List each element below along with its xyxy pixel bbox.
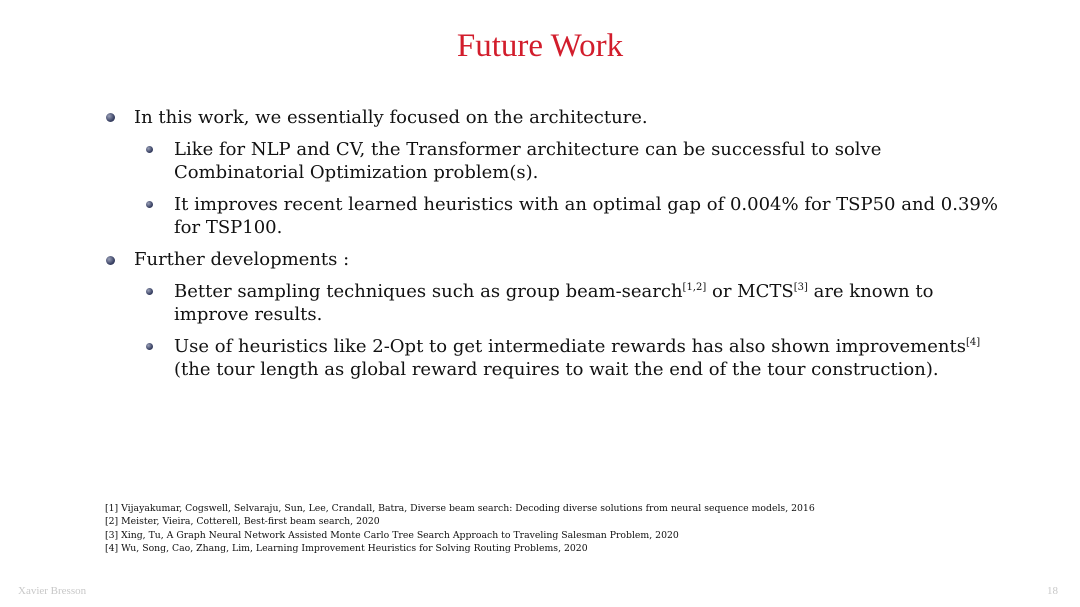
- reference-item: [4] Wu, Song, Cao, Zhang, Lim, Learning Improvement Heuristics for Solving Routing Problems, 2020: [105, 543, 588, 555]
- citation-4: [4]: [965, 337, 981, 348]
- reference-item: [1] Vijayakumar, Cogswell, Selvaraju, Sun, Lee, Crandall, Batra, Diverse beam search: Decoding diverse solutions from neural sequence models, 2016: [105, 503, 815, 514]
- footer-author: Xavier Bresson: [18, 585, 87, 597]
- sub-bullet-icon: [146, 146, 153, 153]
- sub-bullet-icon: [146, 343, 153, 350]
- bullet-2-sub-1-text-c: are known to: [807, 281, 934, 302]
- bullet-2-sub-2-text: Use of heuristics like 2-Opt to get intermediate rewards has also shown improvements: [174, 336, 966, 357]
- reference-item: [3] Xing, Tu, A Graph Neural Network Assisted Monte Carlo Tree Search Approach to Traveling Salesman Problem, 2020: [105, 529, 679, 541]
- sub-bullet-icon: [146, 201, 153, 208]
- citation-1-2: [1,2]: [682, 282, 707, 293]
- bullet-1-sub-1-line-1: Like for NLP and CV, the Transformer architecture can be successful to solve: [174, 139, 882, 160]
- bullet-2-sub-1-line-1: [174, 280, 933, 303]
- bullet-2-sub-1-text-b: or MCTS: [706, 281, 794, 302]
- bullet-2-text: Further developments :: [134, 249, 350, 270]
- bullet-1-sub-2-line-2: for TSP100.: [174, 217, 283, 238]
- reference-item: [2] Meister, Vieira, Cotterell, Best-first beam search, 2020: [105, 516, 380, 528]
- bullet-1-text: In this work, we essentially focused on the architecture.: [134, 107, 648, 128]
- bullet-icon: [106, 113, 115, 122]
- bullet-2-sub-1-text-a: Better sampling techniques such as group beam-search: [174, 281, 683, 302]
- bullet-2-sub-2-line-1: [174, 335, 980, 358]
- slide-title: Future Work: [456, 28, 624, 64]
- footer-page-number: 18: [1047, 585, 1058, 597]
- bullet-1-sub-1-line-2: Combinatorial Optimization problem(s).: [174, 162, 539, 183]
- references: [105, 502, 815, 556]
- sub-bullet-icon: [146, 288, 153, 295]
- bullet-2-sub-2-line-2: (the tour length as global reward requires to wait the end of the tour construction).: [174, 359, 939, 380]
- citation-3: [3]: [793, 282, 808, 293]
- bullet-icon: [106, 256, 115, 265]
- bullet-2-sub-1-line-2: improve results.: [174, 304, 323, 325]
- bullet-1-sub-2-line-1: It improves recent learned heuristics with an optimal gap of 0.004% for TSP50 and 0.39%: [174, 194, 998, 215]
